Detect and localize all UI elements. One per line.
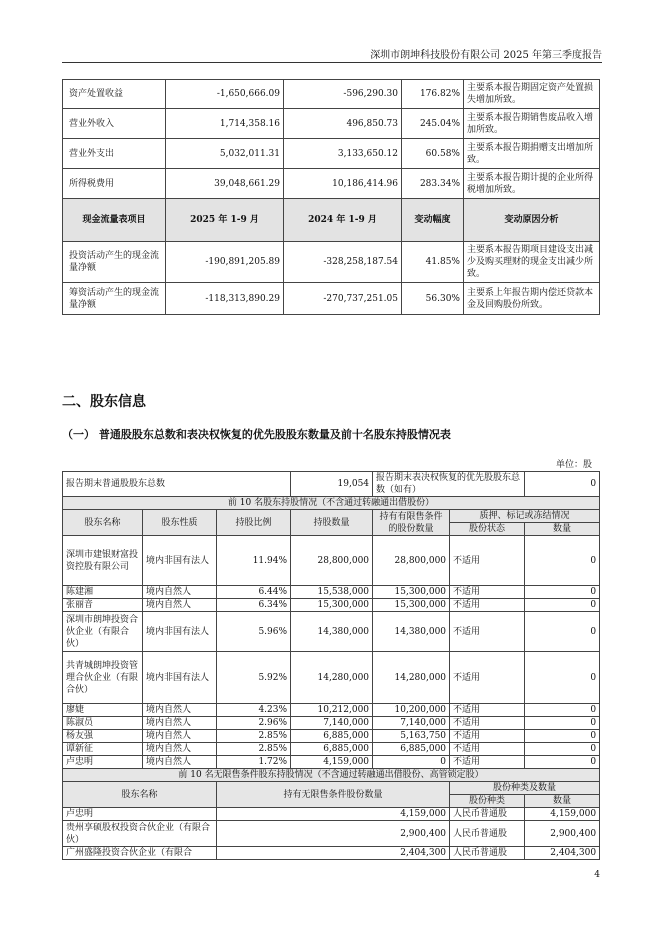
share-quantity: 7,140,000 [291,717,373,730]
item-cell: 营业外收入 [63,109,166,139]
share-type: 人民币普通股 [450,847,525,860]
share-ratio: 2.85% [217,743,291,756]
pledge-count: 0 [525,586,600,599]
item-cell: 所得税费用 [63,169,166,199]
column-header: 数量 [525,523,600,536]
column-header: 质押、标记或冻结情况 [450,510,600,523]
shareholder-nature: 境内自然人 [143,730,217,743]
shareholder-nature: 境内自然人 [143,743,217,756]
column-header: 股份种类 [450,795,525,808]
subsection-title: （一） 普通股股东总数和表决权恢复的优先股股东数量及前十名股东持股情况表 [62,428,451,441]
column-header: 变动原因分析 [464,199,600,242]
share-ratio: 2.85% [217,730,291,743]
group-title: 前 10 名股东持股情况（不含通过转融通出借股份） [63,497,600,510]
share-type: 人民币普通股 [450,808,525,821]
pledge-status: 不适用 [450,743,525,756]
header-row [63,782,600,795]
pledge-status: 不适用 [450,704,525,717]
shareholder-nature: 境内自然人 [143,756,217,769]
share-ratio: 5.96% [217,612,291,652]
pledge-count: 0 [525,704,600,717]
summary-label: 报告期末普通股股东总数 [63,472,291,497]
table-row [63,704,600,717]
shareholder-name: 卢忠明 [63,808,217,821]
share-quantity: 10,212,000 [291,704,373,717]
value-cell: -270,737,251.05 [284,283,402,315]
shareholder-nature: 境内非国有法人 [143,536,217,586]
share-ratio: 5.92% [217,652,291,704]
table-row [63,821,600,847]
share-quantity: 14,380,000 [291,612,373,652]
column-header: 现金流量表项目 [63,199,166,242]
restricted-quantity: 15,300,000 [373,586,450,599]
summary-label: 报告期末表决权恢复的优先股股东总数（如有） [373,472,525,497]
change-cell: 56.30% [402,283,464,315]
shareholder-name: 卢忠明 [63,756,143,769]
share-quantity: 6,885,000 [291,743,373,756]
item-cell: 筹资活动产生的现金流量净额 [63,283,166,315]
table-row [63,283,600,315]
shareholder-table [62,471,600,860]
shareholder-name: 张丽音 [63,599,143,612]
table-row [63,756,600,769]
unit-label: 单位：股 [555,460,592,470]
share-ratio: 4.23% [217,704,291,717]
pledge-count: 0 [525,612,600,652]
shareholder-name: 陈建湘 [63,586,143,599]
column-header: 持股比例 [217,510,291,536]
restricted-quantity: 7,140,000 [373,717,450,730]
shareholder-nature: 境内自然人 [143,717,217,730]
shareholder-name: 共青城朗坤投资管理合伙企业（有限合伙） [63,652,143,704]
pledge-status: 不适用 [450,652,525,704]
group-title-row [63,769,600,782]
restricted-quantity: 5,163,750 [373,730,450,743]
share-quantity: 6,885,000 [291,730,373,743]
value-cell: 10,186,414.96 [284,169,402,199]
shareholder-name: 陈淑员 [63,717,143,730]
restricted-quantity: 6,885,000 [373,743,450,756]
value-cell: 3,133,650.12 [284,139,402,169]
table-row [63,80,600,109]
value-cell: -328,258,187.54 [284,242,402,283]
change-cell: 41.85% [402,242,464,283]
pledge-status: 不适用 [450,717,525,730]
shareholder-nature: 境内非国有法人 [143,612,217,652]
change-cell: 283.34% [402,169,464,199]
table-row [63,847,600,860]
group-title-row [63,497,600,510]
shareholder-name: 廖婕 [63,704,143,717]
shareholder-nature: 境内自然人 [143,704,217,717]
item-cell: 资产处置收益 [63,80,166,109]
pledge-status: 不适用 [450,599,525,612]
restricted-quantity: 14,380,000 [373,612,450,652]
share-count: 2,404,300 [525,847,600,860]
table-row [63,730,600,743]
column-header: 数量 [525,795,600,808]
pledge-status: 不适用 [450,586,525,599]
share-quantity: 14,280,000 [291,652,373,704]
column-header: 股份种类及数量 [450,782,600,795]
restricted-quantity: 14,280,000 [373,652,450,704]
table-row [63,536,600,586]
change-cell: 176.82% [402,80,464,109]
unrestricted-quantity: 2,404,300 [217,847,450,860]
table-row [63,717,600,730]
pledge-count: 0 [525,536,600,586]
section-title: 二、股东信息 [62,394,146,410]
pledge-count: 0 [525,743,600,756]
table-row [63,586,600,599]
pledge-status: 不适用 [450,730,525,743]
share-ratio: 1.72% [217,756,291,769]
value-cell: -118,313,890.29 [166,283,284,315]
shareholder-nature: 境内自然人 [143,586,217,599]
group-title: 前 10 名无限售条件股东持股情况（不含通过转融通出借股份、高管锁定股） [63,769,600,782]
pledge-status: 不适用 [450,536,525,586]
table-row [63,743,600,756]
value-cell: -190,891,205.89 [166,242,284,283]
restricted-quantity: 28,800,000 [373,536,450,586]
share-ratio: 6.34% [217,599,291,612]
value-cell: 496,850.73 [284,109,402,139]
shareholder-name: 谭新征 [63,743,143,756]
share-quantity: 15,300,000 [291,599,373,612]
restricted-quantity: 15,300,000 [373,599,450,612]
column-header: 股东名称 [63,510,143,536]
reason-cell: 主要系上年报告期内偿还贷款本金及回购股份所致。 [464,283,600,315]
item-cell: 投资活动产生的现金流量净额 [63,242,166,283]
shareholder-name: 深圳市朗坤投资合伙企业（有限合伙） [63,612,143,652]
financial-change-table [62,79,600,315]
table-row [63,808,600,821]
pledge-status: 不适用 [450,756,525,769]
value-cell: 1,714,358.16 [166,109,284,139]
page-number: 4 [594,870,600,880]
table-row [63,139,600,169]
header-row [63,510,600,523]
summary-value: 0 [525,472,600,497]
pledge-status: 不适用 [450,612,525,652]
share-quantity: 4,159,000 [291,756,373,769]
shareholder-name: 广州盛隆投资合伙企业（有限合 [63,847,217,860]
table-row [63,599,600,612]
cash-flow-header-row [63,199,600,242]
value-cell: -1,650,666.09 [166,80,284,109]
change-cell: 60.58% [402,139,464,169]
shareholder-name: 深圳市建银财富投资控股有限公司 [63,536,143,586]
value-cell: -596,290.30 [284,80,402,109]
pledge-count: 0 [525,730,600,743]
column-header: 持有有限售条件的股份数量 [373,510,450,536]
share-count: 4,159,000 [525,808,600,821]
table-row [63,242,600,283]
pledge-count: 0 [525,717,600,730]
column-header: 股份状态 [450,523,525,536]
column-header: 股东性质 [143,510,217,536]
table-row [63,109,600,139]
share-quantity: 15,538,000 [291,586,373,599]
change-cell: 245.04% [402,109,464,139]
reason-cell: 主要系本报告期销售废品收入增加所致。 [464,109,600,139]
reason-cell: 主要系本报告期计提的企业所得税增加所致。 [464,169,600,199]
header-divider [62,62,602,63]
share-quantity: 28,800,000 [291,536,373,586]
column-header: 变动幅度 [402,199,464,242]
share-ratio: 6.44% [217,586,291,599]
share-count: 2,900,400 [525,821,600,847]
column-header: 持有无限售条件股份数量 [217,782,450,808]
share-type: 人民币普通股 [450,821,525,847]
reason-cell: 主要系本报告期项目建设支出减少及购买理财的现金支出减少所致。 [464,242,600,283]
reason-cell: 主要系本报告期固定资产处置损失增加所致。 [464,80,600,109]
table-row [63,612,600,652]
value-cell: 5,032,011.31 [166,139,284,169]
restricted-quantity: 10,200,000 [373,704,450,717]
pledge-count: 0 [525,599,600,612]
share-ratio: 11.94% [217,536,291,586]
column-header: 2024 年 1-9 月 [284,199,402,242]
shareholder-nature: 境内自然人 [143,599,217,612]
item-cell: 营业外支出 [63,139,166,169]
column-header: 2025 年 1-9 月 [166,199,284,242]
pledge-count: 0 [525,652,600,704]
column-header: 持股数量 [291,510,373,536]
summary-row [63,472,600,497]
column-header: 股东名称 [63,782,217,808]
table-row [63,652,600,704]
shareholder-nature: 境内非国有法人 [143,652,217,704]
reason-cell: 主要系本报告期捐赠支出增加所致。 [464,139,600,169]
summary-value: 19,054 [291,472,373,497]
unrestricted-quantity: 4,159,000 [217,808,450,821]
value-cell: 39,048,661.29 [166,169,284,199]
shareholder-name: 贵州享硕股权投资合伙企业（有限合伙） [63,821,217,847]
unrestricted-quantity: 2,900,400 [217,821,450,847]
pledge-count: 0 [525,756,600,769]
table-row [63,169,600,199]
page-header: 深圳市朗坤科技股份有限公司 2025 年第三季度报告 [370,50,602,61]
restricted-quantity: 0 [373,756,450,769]
share-ratio: 2.96% [217,717,291,730]
shareholder-name: 杨友强 [63,730,143,743]
